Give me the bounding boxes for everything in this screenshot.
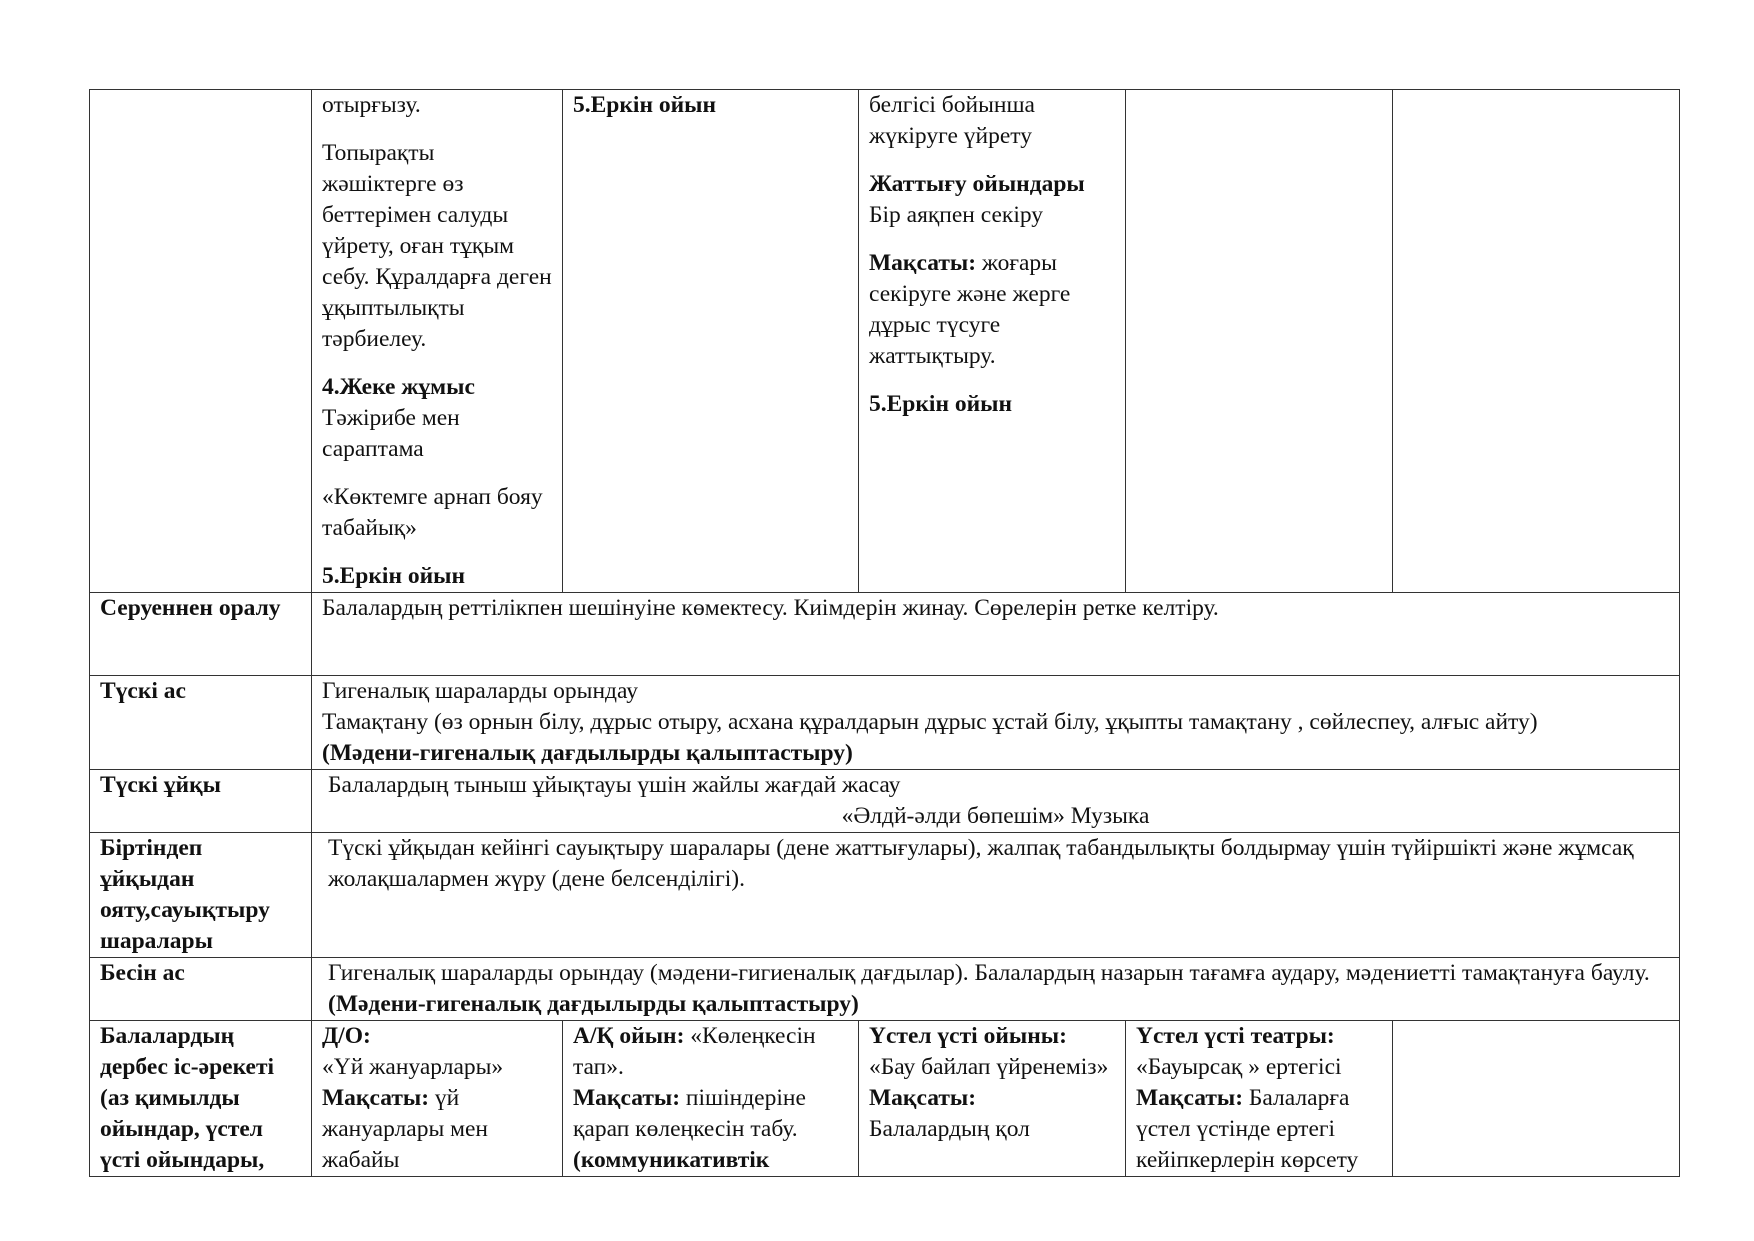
independent-activity-row: [90, 1021, 1680, 1177]
row-content: [312, 676, 1680, 770]
line-text: Гигеналық шараларды орындау (мәдени-гигиеналық дағдылар). Балалардың назарын тағамға аудару, мәдениетті тамақтануға баулу.: [328, 960, 1650, 986]
walk-cell-col-d: [1126, 90, 1393, 593]
activity-cell-3: [859, 1021, 1126, 1177]
row-content: [312, 770, 1680, 833]
row-label: Балалардың дербес іс-әрекеті (аз қимылды ойындар, үстел үсті ойындары,: [90, 1021, 312, 1177]
daily-plan-table: [89, 89, 1680, 1177]
line-bold: (Мәдени-гигеналық дағдылырды қалыптастыру): [322, 740, 853, 766]
activity-goal: [1136, 1083, 1382, 1176]
line: Гигеналық шараларды орындау: [322, 678, 638, 704]
wake-up-row: [90, 833, 1680, 958]
free-play-title: 5.Еркін ойын: [573, 92, 717, 118]
goal-body: пішіндеріне қарап көлеңкесін табу.: [573, 1085, 806, 1142]
free-play-title: 5.Еркін ойын: [322, 563, 466, 589]
activity-cell-1: [312, 1021, 563, 1177]
row-label: Түскі ас: [90, 676, 312, 770]
goal-label: Мақсаты:: [869, 250, 977, 276]
goal-bold: (коммуникативтік: [573, 1147, 770, 1173]
snack-row: [90, 958, 1680, 1021]
item-text: Тәжірибе мен сараптама: [322, 405, 460, 462]
item-text: Бір аяқпен секіру: [869, 202, 1044, 228]
row-content: [312, 833, 1680, 958]
activity-title: Д/О:: [322, 1023, 371, 1049]
goal-label: Мақсаты:: [322, 1085, 430, 1111]
goal-body: жоғары секіруге және жерге дұрыс түсуге жаттықтыру.: [869, 250, 1071, 369]
activity-name: «Көлеңкесін тап».: [573, 1023, 816, 1080]
activity-heading: [573, 1021, 848, 1083]
line: Түскі ұйқыдан кейінгі сауықтыру шаралары (дене жаттығулары), жалпақ табандылықты болдырмау үшін түйіршікті және жұмсақ жолақшалармен жүру (дене белсенділігі).: [328, 835, 1634, 892]
goal-label: Мақсаты:: [573, 1085, 681, 1111]
return-from-walk-row: [90, 593, 1680, 676]
nap-row: [90, 770, 1680, 833]
activity-name: «Үй жануарлары»: [322, 1054, 504, 1080]
line: [322, 958, 1669, 1020]
activity-title: Үстел үсті театры:: [1136, 1023, 1335, 1049]
activity-title: Үстел үсті ойыны:: [869, 1023, 1067, 1049]
row-label-empty: [90, 90, 312, 593]
activity-cell-5: [1393, 1021, 1680, 1177]
activity-title: А/Қ ойын:: [573, 1023, 685, 1049]
row-label: Серуеннен оралу: [90, 593, 312, 676]
goal-body: Балаларға үстел үстінде ертегі кейіпкерлерін көрсету: [1136, 1085, 1359, 1173]
cell-text: белгісі бойынша жүкіруге үйрету: [869, 92, 1035, 149]
goal-body: үй жануарлары мен жабайы: [322, 1085, 489, 1173]
walk-cell-col-c: [859, 90, 1126, 593]
row-label: Түскі ұйқы: [90, 770, 312, 833]
walk-cell-col-e: [1393, 90, 1680, 593]
line: Балалардың тыныш ұйықтауы үшін жайлы жағдай жасау: [328, 772, 901, 798]
free-play-title: 5.Еркін ойын: [869, 391, 1013, 417]
individual-work-item: [322, 372, 552, 465]
cell-text: «Көктемге арнап бояу табайық»: [322, 484, 543, 541]
cell-text: отырғызу.: [322, 92, 421, 118]
item-title: Жаттығу ойындары: [869, 171, 1085, 197]
goal-text: [869, 248, 1115, 372]
activity-cell-4: [1126, 1021, 1393, 1177]
line-bold: (Мәдени-гигеналық дағдылырды қалыптастыру): [328, 991, 859, 1017]
goal-body: Балалардың қол: [869, 1116, 1030, 1142]
activity-cell-2: [563, 1021, 859, 1177]
exercise-games: [869, 169, 1115, 231]
cell-text: Топырақты жәшіктерге өз беттерімен салуды үйрету, оған тұқым себу. Құралдарға деген ұқыптылықты тәрбиелеу.: [322, 140, 552, 352]
line-centered: «Әлдй-әлди бөпешім» Музыка: [841, 803, 1150, 829]
item-title: 4.Жеке жұмыс: [322, 374, 475, 400]
activity-goal: [573, 1083, 848, 1176]
lunch-row: [90, 676, 1680, 770]
row-label: Біртіндеп ұйқыдан ояту,сауықтыру шаралары: [90, 833, 312, 958]
goal-label: Мақсаты:: [869, 1085, 977, 1111]
activity-name: «Бауырсақ » ертегісі: [1136, 1054, 1342, 1080]
walk-cell-col-b: [563, 90, 859, 593]
row-content: [312, 958, 1680, 1021]
walk-cell-col-a: [312, 90, 563, 593]
walk-continuation-row: [90, 90, 1680, 593]
row-label: Бесін ас: [90, 958, 312, 1021]
activity-name: «Бау байлап үйренеміз»: [869, 1054, 1109, 1080]
row-content: Балалардың реттілікпен шешінуіне көмектесу. Киімдерін жинау. Сөрелерін ретке келтіру.: [312, 593, 1680, 676]
line: Тамақтану (өз орнын білу, дұрыс отыру, асхана құралдарын дұрыс ұстай білу, ұқыпты тамақтану , сөйлеспеу, алғыс айту): [322, 709, 1538, 735]
goal-label: Мақсаты:: [1136, 1085, 1244, 1111]
activity-goal: [322, 1083, 552, 1176]
